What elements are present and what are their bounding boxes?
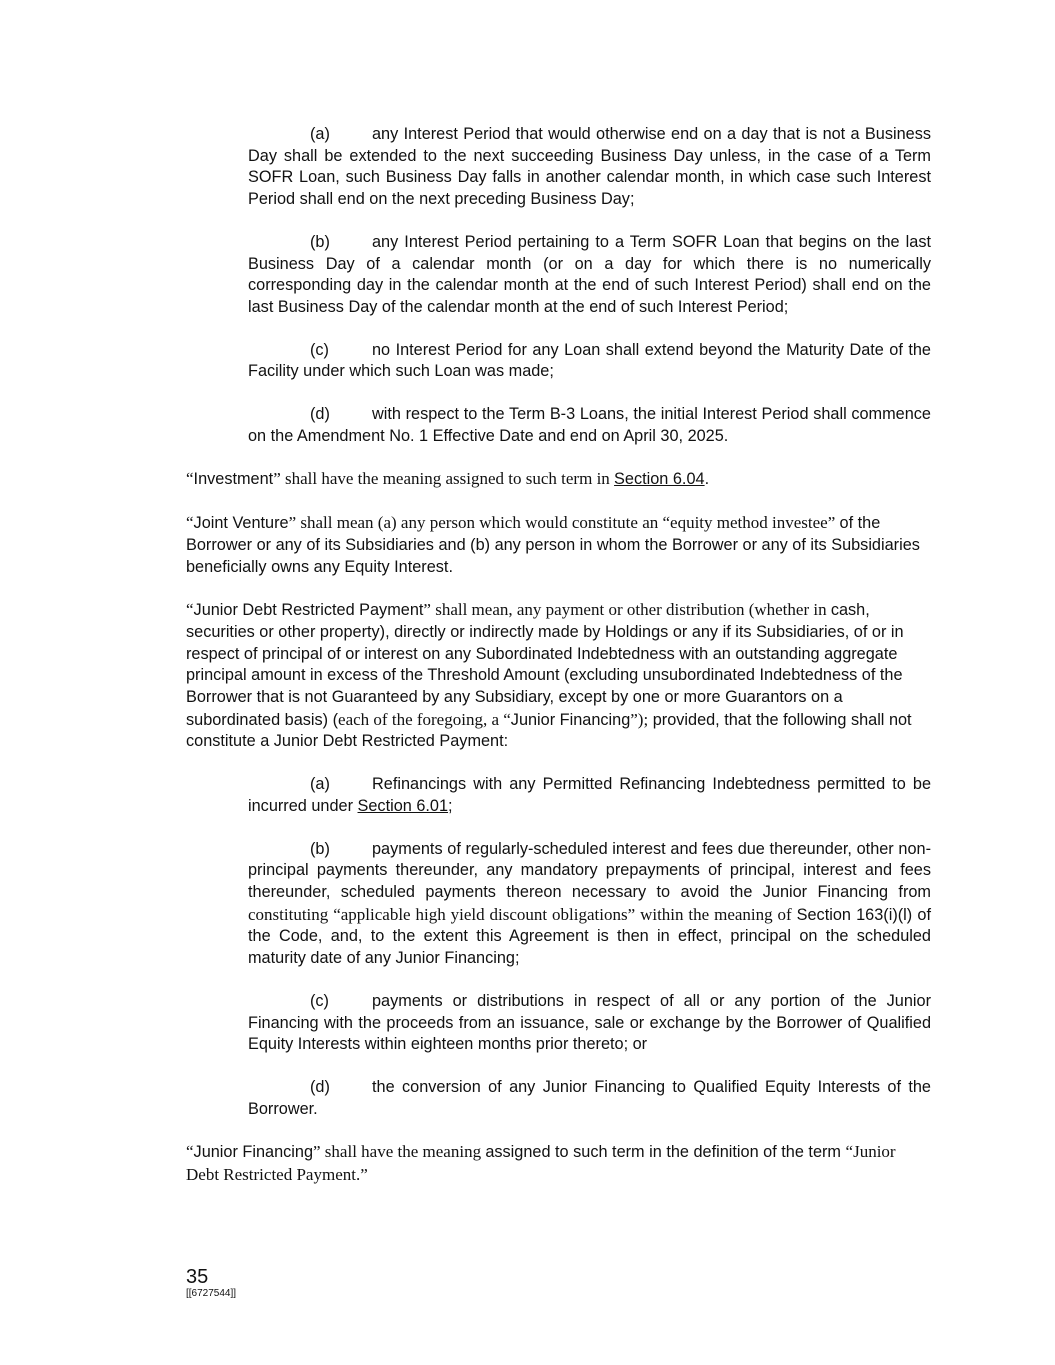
text-segment: cash, securities or other property), directly or indirectly made by Holdings or any if its Subsidiaries, of or in respect of principal of or interest on any Subordinated Indebtedness with an outstanding aggregate principal amount in excess of the Threshold Amount (excluding unsubordinated Indebtedness of the Borrower that is not Guaranteed by any Subsidiary, except by one or more Guarantors on a subordinated basis) (	[186, 601, 904, 729]
subclause-paragraph	[248, 839, 931, 970]
subclause-paragraph	[248, 404, 931, 447]
text-segment: ” shall mean, any payment or other distribution (whether in	[423, 600, 831, 620]
subclause-paragraph	[248, 340, 931, 383]
text-segment: “	[186, 469, 194, 489]
clause-label: (c)	[310, 991, 329, 1010]
definition-paragraph	[186, 468, 926, 491]
text-segment: Junior Debt Restricted Payment	[193, 601, 424, 620]
text-segment: ” shall mean (a) any person which would constitute an “equity method investee”	[288, 513, 840, 533]
text-segment: of the Borrower or any of its Subsidiaries and (b) any person in whom the Borrower or any of its Subsidiaries beneficially owns any Equity Interest.	[186, 514, 920, 576]
text-segment: provided, that the following shall not constitute a Junior Debt Restricted Payment:	[186, 710, 912, 751]
text-segment: ;	[448, 796, 453, 815]
text-segment: Refinancings with any Permitted Refinancing Indebtedness permitted to be incurred under	[248, 775, 931, 815]
definition-paragraph	[186, 512, 926, 578]
clause-label: (c)	[310, 340, 329, 359]
text-segment: Junior Financing	[193, 1143, 314, 1162]
text-segment: assigned to such term in the definition of the term	[485, 1143, 846, 1162]
clause-label: (a)	[310, 125, 330, 143]
subclause-paragraph	[248, 774, 931, 817]
text-segment: “Junior Debt Restricted Payment.”	[186, 1142, 896, 1185]
clause-label: (d)	[310, 1077, 330, 1096]
subclause-paragraph	[248, 124, 931, 211]
text-segment: Investment	[193, 470, 274, 489]
text-segment: ” shall have the meaning	[313, 1142, 486, 1162]
text-segment: “	[186, 600, 194, 620]
subclause-paragraph	[248, 991, 931, 1056]
definition-paragraph	[186, 1141, 926, 1186]
clause-label: (b)	[310, 839, 330, 858]
text-segment: constituting “applicable high yield discount obligations” within the meaning of	[248, 904, 797, 924]
subclause-paragraph	[248, 232, 931, 319]
section-reference-link[interactable]: Section 6.01	[357, 796, 449, 815]
page-number: 35	[186, 1266, 209, 1288]
text-segment: each of the foregoing, a “	[338, 709, 511, 729]
text-segment: no Interest Period for any Loan shall extend beyond the Maturity Date of the Facility under which such Loan was made;	[248, 340, 931, 381]
text-segment: Joint Venture	[193, 514, 289, 533]
text-segment: with respect to the Term B-3 Loans, the initial Interest Period shall commence on the Amendment No. 1 Effective Date and end on April 30, 2025.	[248, 405, 931, 445]
section-reference-link[interactable]: Section 6.04	[614, 470, 705, 489]
clause-label: (a)	[310, 775, 330, 794]
text-segment: ” shall have the meaning assigned to such term in	[273, 469, 615, 489]
clause-label: (d)	[310, 405, 330, 424]
text-segment: Junior Financing	[510, 710, 631, 729]
text-segment: “	[186, 1142, 194, 1162]
document-id: [[6727544]]	[186, 1288, 237, 1299]
document-body	[186, 124, 931, 1208]
page-footer	[186, 1266, 236, 1300]
text-segment: Section 163(i)(l) of the Code, and, to the extent this Agreement is then in effect, principal on the scheduled maturity date of any Junior Financing;	[248, 905, 931, 968]
text-segment: the conversion of any Junior Financing to Qualified Equity Interests of the Borrower.	[248, 1077, 931, 1118]
text-segment: ”);	[630, 709, 649, 729]
text-segment: any Interest Period that would otherwise end on a day that is not a Business Day shall be extended to the next succeeding Business Day unless, in the case of a Term SOFR Loan, such Business Day falls in another calendar month, in which case such Interest Period shall end on the next preceding Business Day;	[248, 125, 931, 209]
text-segment: any Interest Period pertaining to a Term SOFR Loan that begins on the last Business Day of a calendar month (or on a day for which there is no numerically corresponding day in the calendar month at the end of such Interest Period) shall end on the last Business Day of the calendar month at the end of such Interest Period;	[248, 232, 931, 316]
clause-label: (b)	[310, 232, 330, 251]
text-segment: payments or distributions in respect of all or any portion of the Junior Financing with the proceeds from an issuance, sale or exchange by the Borrower of Qualified Equity Interests within eighteen months prior thereto; or	[248, 991, 931, 1054]
text-segment: .	[704, 470, 710, 489]
definition-paragraph	[186, 599, 926, 753]
subclause-paragraph	[248, 1077, 931, 1120]
text-segment: “	[186, 513, 194, 533]
text-segment: payments of regularly-scheduled interest and fees due thereunder, other non-principal payments thereunder, any mandatory prepayments of principal, interest and fees thereunder, scheduled payments thereon necessary to avoid the Junior Financing from	[248, 839, 931, 901]
